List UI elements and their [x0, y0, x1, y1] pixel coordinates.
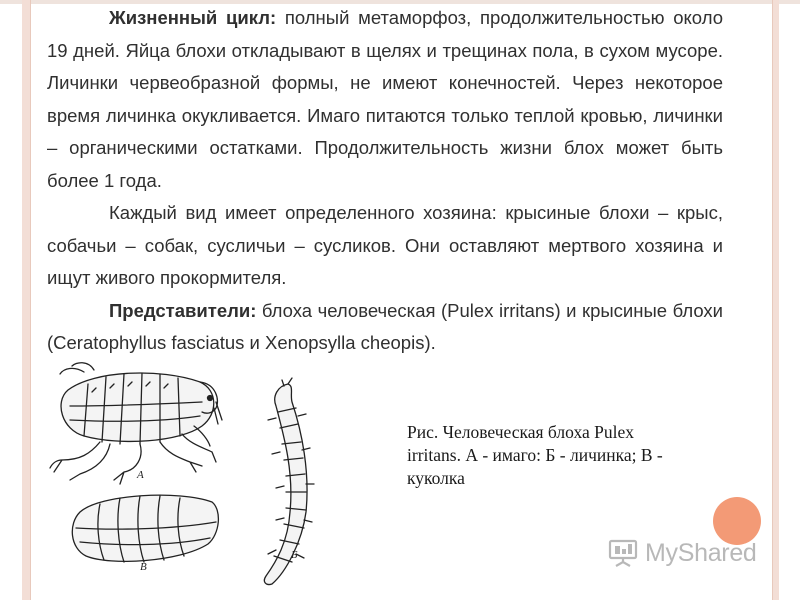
pupa-drawing: [72, 495, 218, 562]
flea-illustration: [40, 362, 380, 587]
right-margin-rule: [772, 0, 779, 600]
figure-label-v: В: [140, 561, 147, 573]
figure-caption: Рис. Человеческая блоха Pulex irritans. А - имаго: Б - личинка; В - куколка: [407, 422, 663, 488]
figure-label-a: А: [137, 469, 144, 481]
representatives-text: блоха человеческая (Pulex irritans) и крысиные блохи (Ceratophyllus fasciatus и Xenopsylla cheopis).: [47, 299, 723, 353]
larva-drawing: [264, 378, 314, 585]
myshared-logo[interactable]: [607, 535, 757, 571]
representatives-heading: Представители:: [109, 299, 257, 321]
body-text: [47, 2, 723, 360]
left-margin-rule: [22, 0, 31, 600]
adult-flea-drawing: [50, 363, 222, 484]
paragraph-hosts: Каждый вид имеет определенного хозяина: крысиные блохи – крыс, собачьи – собак, сусличьи – сусликов. Они оставляют мертвого хозяина и ищут живого прокормителя.: [47, 202, 723, 288]
paragraph-life-cycle: [47, 2, 723, 197]
life-cycle-text: полный метаморфоз, продолжительностью около 19 дней. Яйца блохи откладывают в щелях и трещинах пола, в сухом мусоре. Личинки червеобразной формы, не имеют конечностей. Через некоторое время личинка окукливается. Имаго питаются только теплой кровью, личинки – органическими остатками. Продолжительность жизни блох может быть более 1 года.: [47, 7, 723, 191]
paragraph-representatives: [47, 295, 723, 360]
presentation-board-icon: [607, 537, 639, 569]
logo-text: MyShared: [645, 538, 757, 567]
life-cycle-heading: Жизненный цикл:: [109, 7, 277, 28]
figure-label-b: Б: [291, 549, 298, 561]
